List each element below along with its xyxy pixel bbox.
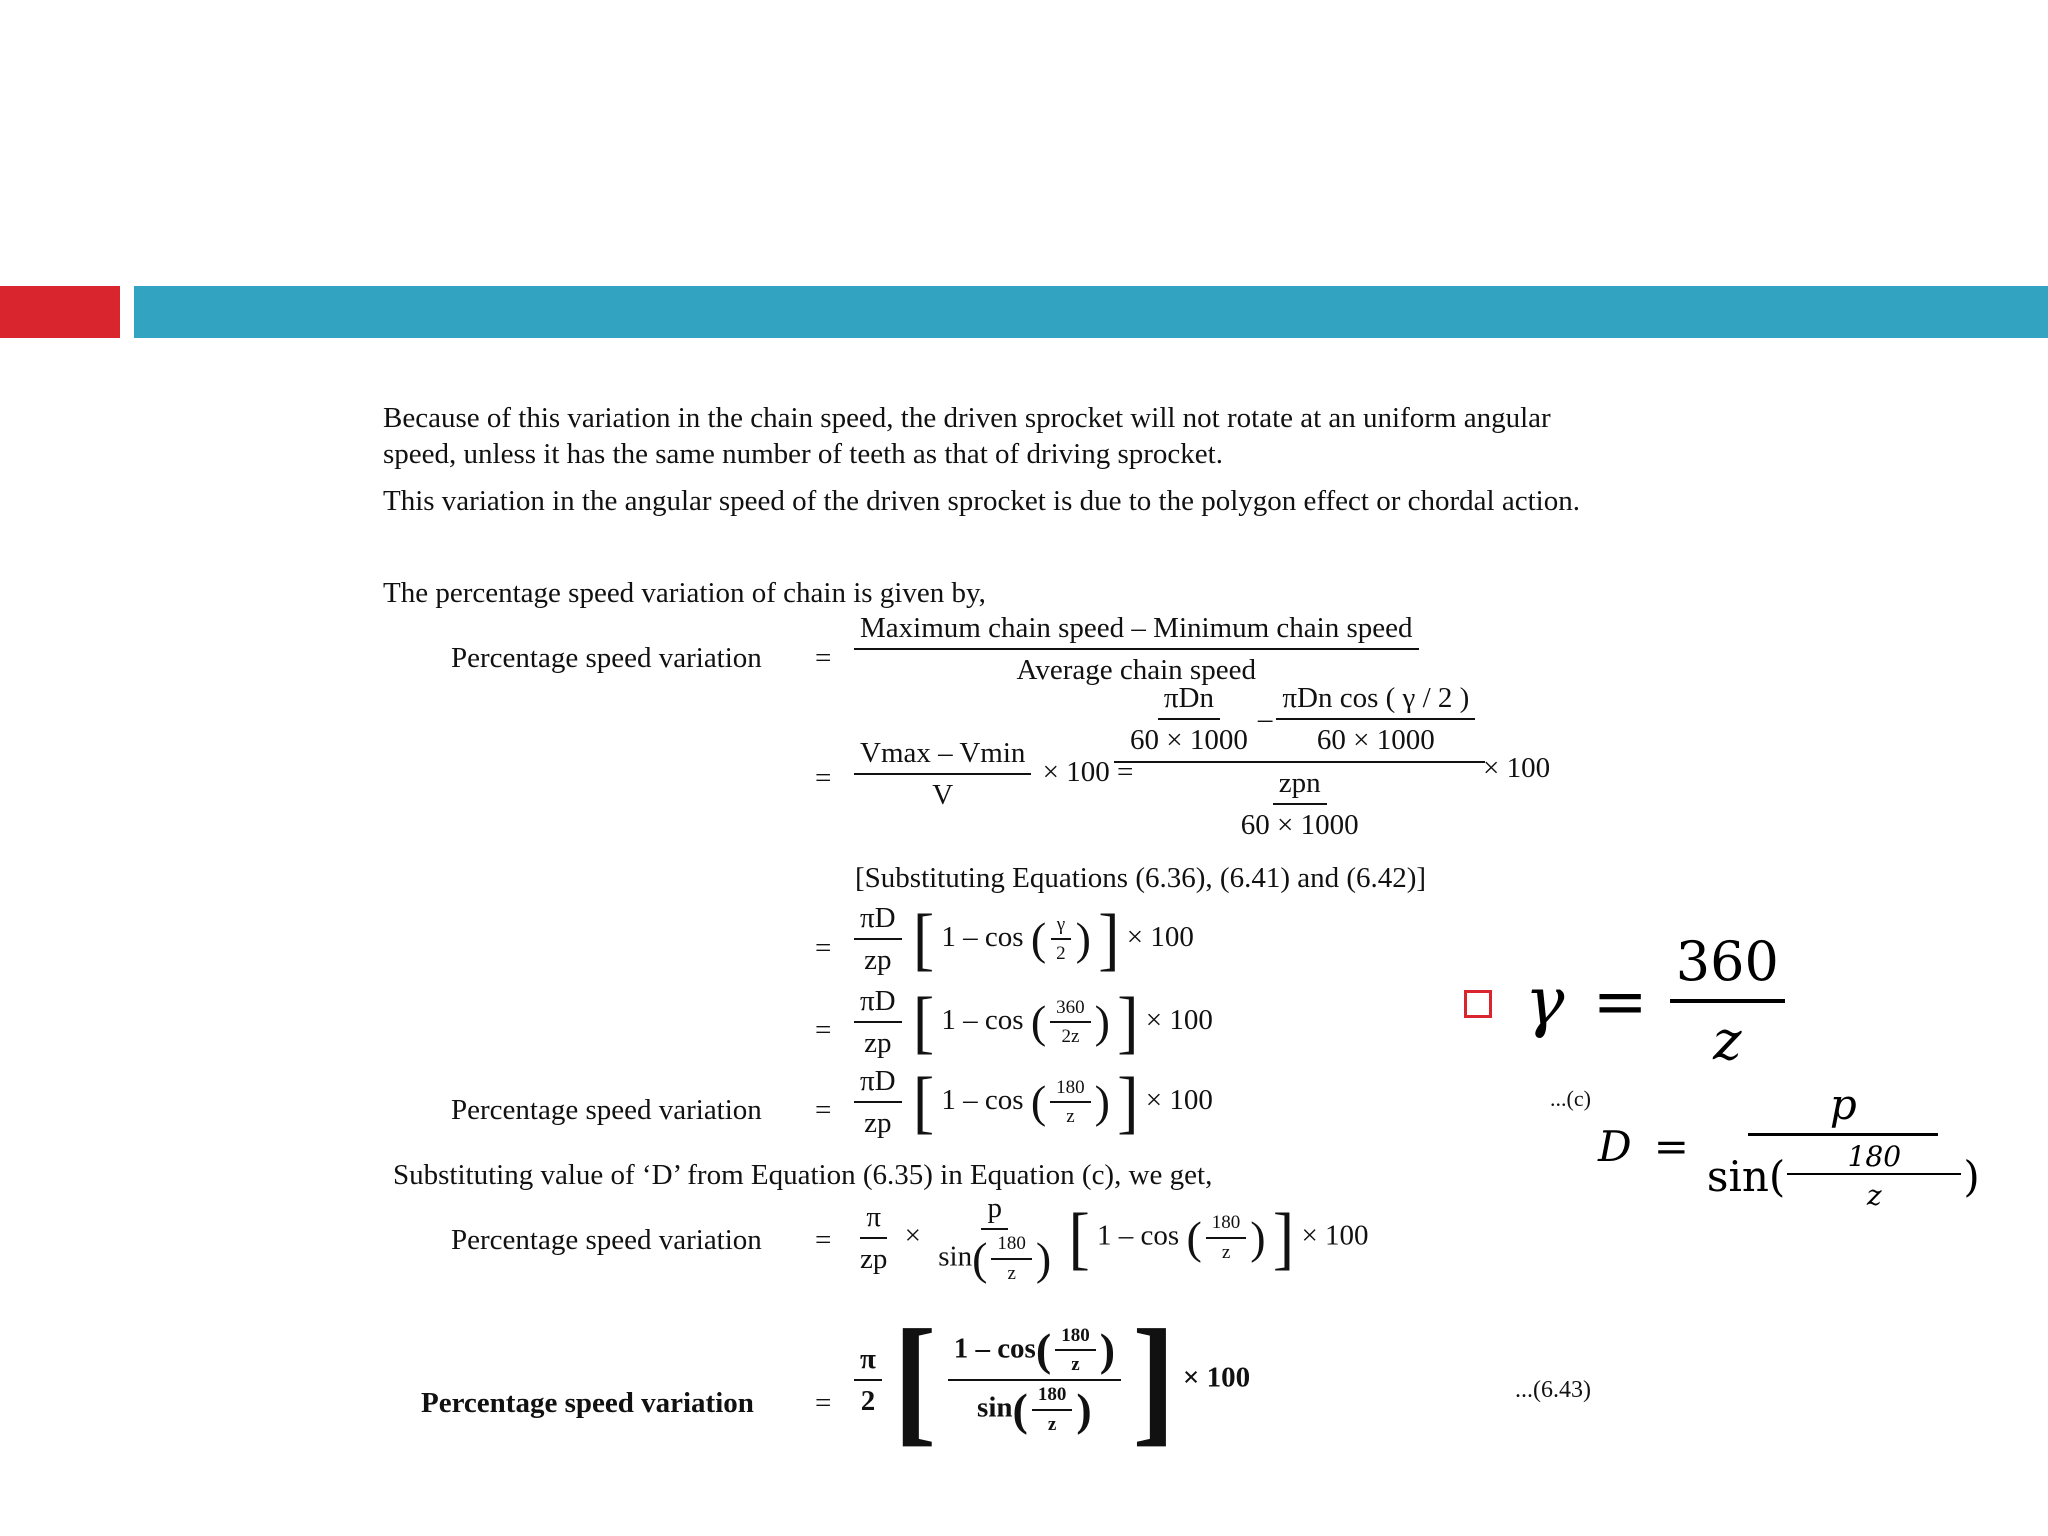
eq-sign-7: = xyxy=(815,1387,832,1419)
bullet-square-icon xyxy=(1464,990,1492,1018)
eq4-one-minus-cos: 1 – cos xyxy=(941,1003,1024,1036)
eq2-v-denominator: V xyxy=(932,779,954,812)
equation-2 xyxy=(850,735,1133,814)
label-percentage-speed-variation-3: Percentage speed variation xyxy=(451,1224,762,1256)
gamma-denominator: z xyxy=(1713,1009,1742,1072)
eq-sign-1: = xyxy=(815,642,832,674)
header-accent-red-bar xyxy=(0,286,120,338)
eq4-2z: 2z xyxy=(1061,1026,1080,1048)
paragraph-chain-speed-variation: Because of this variation in the chain speed, the driven sprocket will not rotate at an uniform angular speed, unless it has the same number of teeth as that of driving sprocket. xyxy=(383,402,1551,471)
eq-sign-2: = xyxy=(815,762,832,794)
substituting-note: [Substituting Equations (6.36), (6.41) and (6.42)] xyxy=(855,862,1427,894)
gamma-symbol: γ xyxy=(1525,962,1565,1040)
eq3-gamma: γ xyxy=(1051,913,1071,941)
eq3-two: 2 xyxy=(1056,943,1066,965)
d-symbol: D xyxy=(1598,1121,1632,1171)
eq7-times-100: × 100 xyxy=(1182,1361,1251,1394)
eq2-denominator-b: 60 × 1000 xyxy=(1316,724,1435,757)
eq-sign-4: = xyxy=(815,1014,832,1046)
eq5-pid: πD xyxy=(854,1063,902,1103)
d-equals: = xyxy=(1653,1121,1689,1171)
eq3-pid: πD xyxy=(854,900,902,940)
header-accent-teal-bar xyxy=(134,286,2048,338)
eq4-zp: zp xyxy=(864,1027,892,1060)
eq-sign-3: = xyxy=(815,932,832,964)
label-percentage-speed-variation-2: Percentage speed variation xyxy=(451,1094,762,1126)
eq2-denominator-c: 60 × 1000 xyxy=(1240,808,1359,841)
eq1-denominator: Average chain speed xyxy=(1016,654,1256,687)
equation-1 xyxy=(850,610,1423,689)
eq2-denominator-a: 60 × 1000 xyxy=(1130,724,1248,757)
eq4-pid: πD xyxy=(854,983,902,1023)
equation-final: $\frac{\pi}{2}$ [ 1 – cos( $\frac{180}{z}$ ) sin( $\frac{180}{z}$ ) ] × 100 xyxy=(850,1315,1250,1445)
eq7-sin: sin xyxy=(977,1391,1013,1424)
eq6-cos-z: z xyxy=(1221,1241,1231,1263)
eq7-sin-z: z xyxy=(1047,1413,1057,1435)
eq2-pidn: πDn xyxy=(1158,680,1220,720)
equation-2-compound xyxy=(1110,680,1489,843)
label-percentage-speed-variation-1: Percentage speed variation xyxy=(451,642,762,674)
eq6-one-minus-cos: 1 – cos xyxy=(1097,1219,1180,1252)
eq7-one-minus-cos: 1 – cos xyxy=(953,1331,1036,1364)
equation-ref-c: ...(c) xyxy=(1550,1086,1591,1111)
eq6-times: × xyxy=(904,1219,921,1252)
scanned-textbook-excerpt xyxy=(375,395,1625,1505)
eq1-numerator: Maximum chain speed – Minimum chain speed xyxy=(854,610,1419,650)
eq2-minus: – xyxy=(1257,703,1273,736)
gamma-numerator: 360 xyxy=(1670,930,1785,1003)
equation-6: $\frac{\pi}{zp}$ × p sin( $\frac{180}{z}$ ) [ 1 – cos ( $\frac{180}{z}$ ) ] × 100 xyxy=(850,1190,1369,1286)
paragraph-polygon-effect: This variation in the angular speed of the driven sprocket is due to the polygon effect or chordal action. xyxy=(383,485,1580,517)
eq3-one-minus-cos: 1 – cos xyxy=(941,920,1024,953)
label-percentage-speed-variation-final: Percentage speed variation xyxy=(421,1387,754,1419)
eq6-sin-180: 180 xyxy=(991,1232,1032,1260)
eq6-times-100: × 100 xyxy=(1301,1219,1369,1252)
d-equation xyxy=(1598,1080,1980,1212)
eq5-zp: zp xyxy=(864,1107,892,1140)
eq7-sin-180: 180 xyxy=(1032,1383,1073,1411)
eq5-times-100: × 100 xyxy=(1145,1083,1213,1116)
equation-3: $\frac{\pi D}{zp}$ [ 1 – cos ( $\frac{\gamma}{2}$ ) ] × 100 xyxy=(850,900,1194,979)
d-sin-denominator: z xyxy=(1866,1179,1882,1212)
eq2-v-numerator: Vmax – Vmin xyxy=(854,735,1031,775)
eq7-cos-180: 180 xyxy=(1055,1324,1096,1352)
eq6-p: p xyxy=(981,1190,1008,1230)
equation-ref-643: ...(6.43) xyxy=(1515,1377,1591,1403)
eq6-pi: π xyxy=(860,1199,887,1239)
equation-4: $\frac{\pi D}{zp}$ [ 1 – cos ( $\frac{360}{2z}$ ) ] × 100 xyxy=(850,983,1213,1062)
eq6-cos-180: 180 xyxy=(1206,1211,1247,1239)
eq5-z: z xyxy=(1066,1106,1075,1128)
eq5-180: 180 xyxy=(1050,1076,1091,1104)
eq5-one-minus-cos: 1 – cos xyxy=(941,1083,1024,1116)
eq2-pidn-cos: πDn cos ( γ / 2 ) xyxy=(1276,680,1475,720)
gamma-equation xyxy=(1525,930,1785,1072)
eq2-times-100: × 100 = xyxy=(1042,755,1134,788)
eq6-zp: zp xyxy=(860,1242,888,1275)
eq7-two: 2 xyxy=(860,1385,876,1417)
d-sin-close: ) xyxy=(1963,1151,1980,1201)
d-numerator: p xyxy=(1748,1080,1938,1136)
eq4-times-100: × 100 xyxy=(1145,1003,1213,1036)
equation-5: $\frac{\pi D}{zp}$ [ 1 – cos ( $\frac{180}{z}$ ) ] × 100 xyxy=(850,1063,1213,1142)
eq7-pi: π xyxy=(854,1341,882,1381)
eq4-360: 360 xyxy=(1050,996,1091,1024)
substitute-d-line: Substituting value of ‘D’ from Equation (6.35) in Equation (c), we get, xyxy=(393,1159,1213,1191)
eq6-sin-z: z xyxy=(1007,1263,1016,1284)
d-sin-label: sin( xyxy=(1706,1151,1786,1201)
eq-sign-6: = xyxy=(815,1224,832,1256)
eq3-zp: zp xyxy=(864,944,892,977)
eq7-cos-z: z xyxy=(1071,1354,1080,1376)
gamma-equals: = xyxy=(1592,962,1648,1040)
d-sin-numerator: 180 xyxy=(1787,1140,1961,1175)
paragraph-percentage-intro: The percentage speed variation of chain is given by, xyxy=(383,577,986,609)
eq6-sin: sin xyxy=(938,1240,973,1273)
eq2-zpn: zpn xyxy=(1273,765,1327,805)
eq-sign-5: = xyxy=(815,1094,832,1126)
eq3-times-100: × 100 xyxy=(1126,920,1194,953)
eq2-trailing-times-100: × 100 xyxy=(1483,752,1551,784)
